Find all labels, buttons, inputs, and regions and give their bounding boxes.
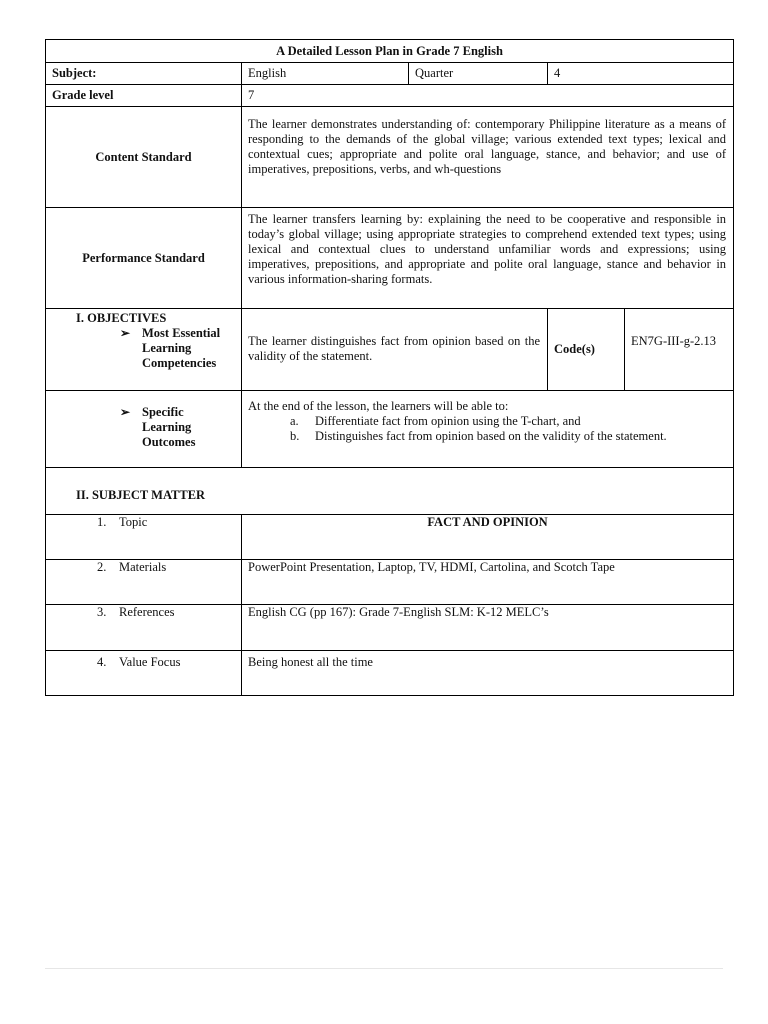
specific-outcomes-cell (46, 391, 242, 468)
grade-label: Grade level (46, 85, 242, 107)
quarter-value: 4 (548, 63, 734, 85)
objectives-row (46, 309, 734, 391)
subject-matter-item (46, 515, 734, 560)
item-label-cell (46, 651, 242, 696)
item-label-cell (46, 515, 242, 560)
outcome-item (290, 414, 726, 429)
outcomes-cell (242, 391, 734, 468)
page-divider (45, 968, 723, 969)
subject-matter-heading: II. SUBJECT MATTER (46, 468, 734, 515)
topic-value: FACT AND OPINION (242, 515, 734, 560)
subject-matter-item (46, 651, 734, 696)
subject-matter-row (46, 468, 734, 515)
content-standard-row (46, 107, 734, 208)
melc-text: The learner distinguishes fact from opinion based on the validity of the statement. (242, 309, 548, 391)
code-label: Code(s) (548, 309, 625, 391)
subject-matter-item (46, 605, 734, 651)
content-standard-text: The learner demonstrates understanding of: contemporary Philippine literature as a means of responding to the demands of the global village; various extended text types; lexical and contextual cues; appropriate and polite oral language, stance, and behavior; and use of imperatives, prepositions, verbs, and wh-questions (242, 107, 734, 208)
outcomes-row (46, 391, 734, 468)
outcomes-intro: At the end of the lesson, the learners will be able to: (248, 399, 509, 413)
content-standard-label: Content Standard (46, 107, 242, 208)
title-row (46, 40, 734, 63)
item-label: References (119, 605, 175, 619)
item-label: Topic (119, 515, 148, 529)
grade-value: 7 (242, 85, 734, 107)
subject-row (46, 63, 734, 85)
melc-label: Most Essential Learning Competencies (142, 326, 221, 370)
performance-standard-row (46, 208, 734, 309)
performance-standard-text: The learner transfers learning by: explaining the need to be cooperative and responsible in today’s global village; using appropriate strategies to comprehend extended text types; using lexical and contextual clues to understand unfamiliar words and expressions; using imperatives, prepositions, and appropriate and polite oral language, stance and behavior in various information-sharing formats. (242, 208, 734, 309)
item-number: 3. (97, 605, 107, 619)
item-label: Materials (119, 560, 167, 574)
subject-label: Subject: (46, 63, 242, 85)
arrowhead-bullet-icon: ➢ (120, 405, 131, 419)
outcome-text: Distinguishes fact from opinion based on the validity of the statement. (315, 429, 667, 443)
objectives-heading: I. OBJECTIVES (76, 311, 167, 325)
document-title: A Detailed Lesson Plan in Grade 7 English (46, 40, 734, 63)
outcome-mark: b. (290, 429, 300, 443)
objectives-cell (46, 309, 242, 391)
outcome-text: Differentiate fact from opinion using the T-chart, and (315, 414, 581, 428)
grade-row (46, 85, 734, 107)
item-number: 1. (97, 515, 107, 529)
code-value: EN7G-III-g-2.13 (625, 309, 734, 391)
materials-value: PowerPoint Presentation, Laptop, TV, HDMI, Cartolina, and Scotch Tape (242, 560, 734, 605)
outcome-item (290, 429, 726, 444)
item-label-cell (46, 605, 242, 651)
item-number: 2. (97, 560, 107, 574)
subject-matter-item (46, 560, 734, 605)
quarter-label: Quarter (409, 63, 548, 85)
melc-bullet (120, 326, 241, 371)
performance-standard-label: Performance Standard (46, 208, 242, 309)
references-value: English CG (pp 167): Grade 7-English SLM: K-12 MELC’s (242, 605, 734, 651)
value-focus-value: Being honest all the time (242, 651, 734, 696)
subject-value: English (242, 63, 409, 85)
lesson-plan-table (45, 39, 734, 696)
arrowhead-bullet-icon: ➢ (120, 326, 131, 340)
specific-bullet (120, 405, 241, 450)
item-number: 4. (97, 655, 107, 669)
outcome-mark: a. (290, 414, 299, 428)
specific-label: Specific Learning Outcomes (142, 405, 196, 449)
item-label: Value Focus (119, 655, 181, 669)
item-label-cell (46, 560, 242, 605)
